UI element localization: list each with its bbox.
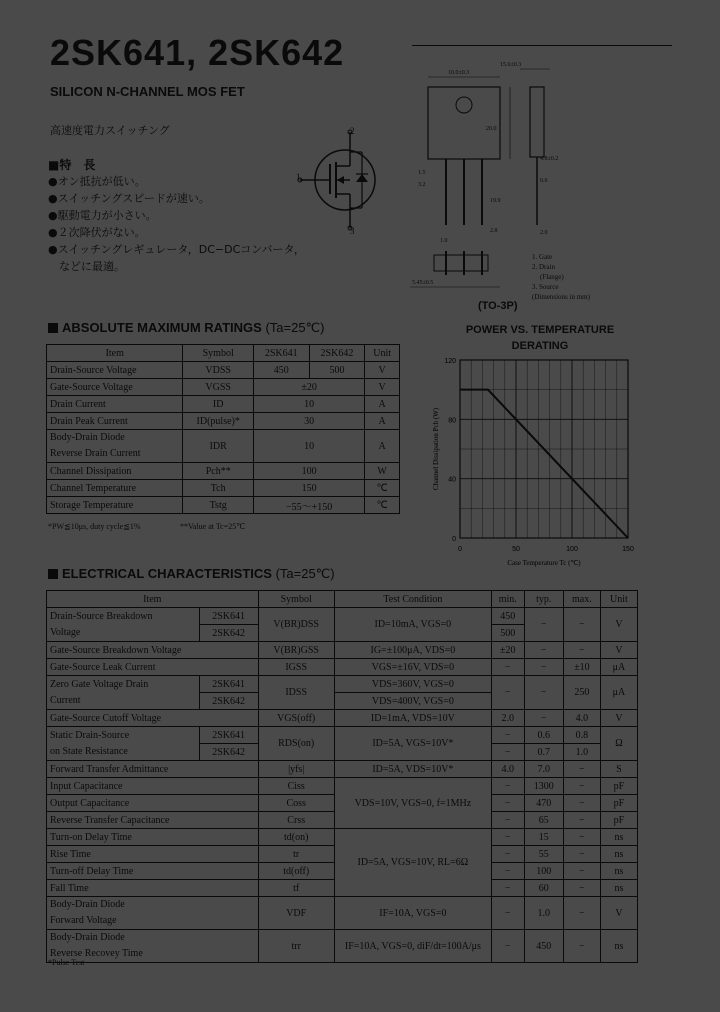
feature-item: ●オン抵抗が低い。 xyxy=(48,175,146,188)
table-header-row xyxy=(47,591,638,608)
min-cell: − xyxy=(491,744,524,761)
application-jp: 高速度電力スイッチング xyxy=(50,124,170,137)
min-cell: − xyxy=(491,897,524,930)
condition-cell: ID=5A, VDS=10V* xyxy=(334,761,491,778)
typ-cell: 450 xyxy=(524,930,563,963)
table-row xyxy=(47,396,400,413)
header-cell: max. xyxy=(563,591,600,608)
max-cell: − xyxy=(563,897,600,930)
min-cell: − xyxy=(491,727,524,744)
item-cell: Static Drain-Source on State Resistance xyxy=(47,727,200,761)
item-cell: Channel Dissipation xyxy=(47,463,183,480)
max-cell: − xyxy=(563,642,600,659)
symbol-cell: IDR xyxy=(183,430,253,463)
table-row xyxy=(47,659,638,676)
x-axis-label: Case Temperature Tc (℃) xyxy=(507,559,581,567)
item-cell: Storage Temperature xyxy=(47,497,183,514)
item-cell: Body-Drain Diode Forward Voltage xyxy=(47,897,259,930)
unit-cell: ns xyxy=(600,846,637,863)
unit-cell: V xyxy=(365,362,400,379)
item-cell: Fall Time xyxy=(47,880,259,897)
typ-cell: − xyxy=(524,710,563,727)
table-row xyxy=(47,608,638,625)
value-cell: 500 xyxy=(309,362,365,379)
pin-label: 2 xyxy=(350,126,355,136)
min-cell: − xyxy=(491,863,524,880)
feature-item: ●駆動電力が小さい。 xyxy=(48,209,157,222)
x-tick-label: 0 xyxy=(458,546,462,553)
y-tick-label: 80 xyxy=(448,417,456,425)
unit-cell: ns xyxy=(600,880,637,897)
part-cell: 2SK641 xyxy=(199,608,258,625)
symbol-cell: td(on) xyxy=(258,829,334,846)
table-row xyxy=(47,497,400,514)
table-row xyxy=(47,642,638,659)
max-cell: − xyxy=(563,846,600,863)
min-cell: 4.0 xyxy=(491,761,524,778)
max-cell: 4.0 xyxy=(563,710,600,727)
table-row xyxy=(47,727,638,744)
max-cell: − xyxy=(563,761,600,778)
x-tick-label: 150 xyxy=(622,546,634,553)
table-row xyxy=(47,480,400,497)
max-cell: − xyxy=(563,863,600,880)
part-cell: 2SK642 xyxy=(199,625,258,642)
symbol-cell: ID(pulse)* xyxy=(183,413,253,430)
unit-cell: V xyxy=(600,897,637,930)
condition-cell: IF=10A, VGS=0 xyxy=(334,897,491,930)
unit-cell: A xyxy=(365,430,400,463)
legend-item: 1. Gate xyxy=(532,253,553,261)
min-cell: − xyxy=(491,846,524,863)
max-cell: − xyxy=(563,778,600,795)
symbol-cell: VGS(off) xyxy=(258,710,334,727)
typ-cell: 7.0 xyxy=(524,761,563,778)
min-cell: − xyxy=(491,778,524,795)
part-cell: 2SK641 xyxy=(199,676,258,693)
pin-label: 1 xyxy=(296,172,301,182)
typ-cell: 60 xyxy=(524,880,563,897)
derating-line xyxy=(460,390,628,538)
table-row xyxy=(47,897,638,930)
condition-cell: VGS=±16V, VDS=0 xyxy=(334,659,491,676)
min-cell: − xyxy=(491,880,524,897)
dim-label: 1.0 xyxy=(440,238,448,244)
min-cell: − xyxy=(491,930,524,963)
dim-label: 3.2 xyxy=(418,182,426,188)
value-cell: ±20 xyxy=(253,379,364,396)
legend-item: (Dimensions in mm) xyxy=(532,293,590,301)
legend-item: 2. Drain xyxy=(532,263,555,271)
condition-cell: VDS=360V, VGS=0 xyxy=(334,676,491,693)
legend-item: (Flange) xyxy=(540,273,564,281)
value-cell: 150 xyxy=(253,480,364,497)
symbol-cell: Crss xyxy=(258,812,334,829)
item-cell: Gate-Source Leak Current xyxy=(47,659,259,676)
header-cell: Unit xyxy=(600,591,637,608)
item-cell: Body-Drain Diode Reverse Drain Current xyxy=(47,430,183,463)
symbol-cell: V(BR)DSS xyxy=(258,608,334,642)
derating-chart xyxy=(420,352,650,574)
condition-cell: VDS=400V, VGS=0 xyxy=(334,693,491,710)
table-row xyxy=(47,362,400,379)
y-tick-label: 40 xyxy=(448,476,456,484)
dim-label: 10.0±0.3 xyxy=(448,70,470,76)
symbol-cell: Ciss xyxy=(258,778,334,795)
unit-cell: A xyxy=(365,396,400,413)
table-header-row xyxy=(47,345,400,362)
symbol-cell: IGSS xyxy=(258,659,334,676)
value-cell: 450 xyxy=(253,362,309,379)
symbol-cell: Tstg xyxy=(183,497,253,514)
value-cell: −55～+150 xyxy=(253,497,364,514)
item-cell: Turn-on Delay Time xyxy=(47,829,259,846)
condition-cell: IF=10A, VGS=0, diF/dt=100A/μs xyxy=(334,930,491,963)
header-cell: typ. xyxy=(524,591,563,608)
typ-cell: − xyxy=(524,608,563,642)
mosfet-symbol-icon xyxy=(290,122,380,237)
y-tick-label: 120 xyxy=(444,358,456,365)
unit-cell: ns xyxy=(600,829,637,846)
typ-cell: 470 xyxy=(524,795,563,812)
max-cell: 0.8 xyxy=(563,727,600,744)
typ-cell: 0.6 xyxy=(524,727,563,744)
x-tick-label: 100 xyxy=(566,546,578,553)
max-cell: 250 xyxy=(563,676,600,710)
min-cell: 500 xyxy=(491,625,524,642)
symbol-cell: IDSS xyxy=(258,676,334,710)
pin-label: 3 xyxy=(350,226,355,236)
unit-cell: W xyxy=(365,463,400,480)
item-cell: Drain-Source Breakdown Voltage xyxy=(47,608,200,642)
value-cell: 30 xyxy=(253,413,364,430)
item-cell: Forward Transfer Admittance xyxy=(47,761,259,778)
min-cell: − xyxy=(491,795,524,812)
item-cell: Channel Temperature xyxy=(47,480,183,497)
condition-cell: ID=10mA, VGS=0 xyxy=(334,608,491,642)
table-row xyxy=(47,829,638,846)
dim-label: 15.6±0.3 xyxy=(500,62,522,68)
feature-item: ●２次降伏がない。 xyxy=(48,226,146,239)
condition-cell: ID=5A, VGS=10V, RL=6Ω xyxy=(334,829,491,897)
min-cell: − xyxy=(491,676,524,710)
typ-cell: 1.0 xyxy=(524,897,563,930)
subtitle: SILICON N-CHANNEL MOS FET xyxy=(50,84,245,99)
table-row xyxy=(47,761,638,778)
min-cell: 2.0 xyxy=(491,710,524,727)
table-row xyxy=(47,930,638,963)
unit-cell: pF xyxy=(600,795,637,812)
dim-label: 1.5 xyxy=(418,170,426,176)
header-cell: Symbol xyxy=(258,591,334,608)
abs-note: *PW≦10μs, duty cycle≦1% xyxy=(48,522,141,531)
feature-item: などに最適。 xyxy=(48,260,125,273)
unit-cell: pF xyxy=(600,812,637,829)
typ-cell: − xyxy=(524,659,563,676)
typ-cell: 1300 xyxy=(524,778,563,795)
unit-cell: μA xyxy=(600,659,637,676)
item-cell: Body-Drain Diode Reverse Recovey Time xyxy=(47,930,259,963)
symbol-cell: VGSS xyxy=(183,379,253,396)
symbol-cell: Tch xyxy=(183,480,253,497)
symbol-cell: VDF xyxy=(258,897,334,930)
unit-cell: μA xyxy=(600,676,637,710)
feature-item: ●スイッチングスピードが速い。 xyxy=(48,192,210,205)
elec-heading: ELECTRICAL CHARACTERISTICS (Ta=25℃) xyxy=(48,566,335,582)
symbol-cell: VDSS xyxy=(183,362,253,379)
symbol-cell: Pch** xyxy=(183,463,253,480)
unit-cell: V xyxy=(365,379,400,396)
unit-cell: ℃ xyxy=(365,480,400,497)
header-cell: Item xyxy=(47,345,183,362)
symbol-cell: |yfs| xyxy=(258,761,334,778)
header-cell: min. xyxy=(491,591,524,608)
part-cell: 2SK642 xyxy=(199,693,258,710)
max-cell: 1.0 xyxy=(563,744,600,761)
unit-cell: S xyxy=(600,761,637,778)
header-cell: Test Condition xyxy=(334,591,491,608)
min-cell: − xyxy=(491,812,524,829)
symbol-cell: td(off) xyxy=(258,863,334,880)
unit-cell: Ω xyxy=(600,727,637,761)
typ-cell: 15 xyxy=(524,829,563,846)
symbol-cell: trr xyxy=(258,930,334,963)
table-row xyxy=(47,463,400,480)
header-cell: 2SK642 xyxy=(309,345,365,362)
typ-cell: − xyxy=(524,642,563,659)
table-row xyxy=(47,379,400,396)
unit-cell: V xyxy=(600,608,637,642)
legend-item: 3. Source xyxy=(532,283,559,291)
max-cell: − xyxy=(563,812,600,829)
dim-label: 4.8±0.2 xyxy=(540,156,559,162)
feature-item: ●スイッチングレギュレータ，DC−DCコンバータ， xyxy=(48,243,305,256)
x-tick-label: 50 xyxy=(512,546,520,553)
item-cell: Reverse Transfer Capacitance xyxy=(47,812,259,829)
max-cell: − xyxy=(563,930,600,963)
value-cell: 100 xyxy=(253,463,364,480)
features-heading: ■特 長 xyxy=(48,158,96,172)
min-cell: ±20 xyxy=(491,642,524,659)
table-row xyxy=(47,778,638,795)
dim-label: 20.0 xyxy=(486,126,497,132)
max-cell: − xyxy=(563,880,600,897)
title-rule xyxy=(412,45,672,46)
unit-cell: ℃ xyxy=(365,497,400,514)
unit-cell: A xyxy=(365,413,400,430)
item-cell: Drain Current xyxy=(47,396,183,413)
table-row xyxy=(47,413,400,430)
typ-cell: 65 xyxy=(524,812,563,829)
dim-label: 5.45±0.5 xyxy=(412,280,434,286)
symbol-cell: Coss xyxy=(258,795,334,812)
max-cell: − xyxy=(563,795,600,812)
dim-label: 2.8 xyxy=(490,228,498,234)
min-cell: − xyxy=(491,659,524,676)
package-legend xyxy=(532,252,590,302)
package-name: (TO-3P) xyxy=(478,300,518,312)
max-cell: − xyxy=(563,608,600,642)
item-cell: Zero Gate Voltage Drain Current xyxy=(47,676,200,710)
abs-note: **Value at Tc=25℃ xyxy=(180,522,246,531)
item-cell: Gate-Source Breakdown Voltage xyxy=(47,642,259,659)
table-row xyxy=(47,676,638,693)
unit-cell: ns xyxy=(600,930,637,963)
page-title: 2SK641, 2SK642 xyxy=(50,32,345,73)
typ-cell: 100 xyxy=(524,863,563,880)
header-cell: 2SK641 xyxy=(253,345,309,362)
y-axis-label: Channel Dissipation Pch (W) xyxy=(432,407,440,491)
item-cell: Drain-Source Voltage xyxy=(47,362,183,379)
dim-label: 19.9 xyxy=(490,198,501,204)
condition-cell: ID=5A, VGS=10V* xyxy=(334,727,491,761)
item-cell: Output Capacitance xyxy=(47,795,259,812)
item-cell: Input Capacitance xyxy=(47,778,259,795)
value-cell: 10 xyxy=(253,396,364,413)
typ-cell: − xyxy=(524,676,563,710)
unit-cell: pF xyxy=(600,778,637,795)
symbol-cell: tr xyxy=(258,846,334,863)
typ-cell: 55 xyxy=(524,846,563,863)
header-cell: Item xyxy=(47,591,259,608)
abs-max-table xyxy=(46,344,400,514)
symbol-cell: RDS(on) xyxy=(258,727,334,761)
unit-cell: ns xyxy=(600,863,637,880)
condition-cell: IG=±100μA, VDS=0 xyxy=(334,642,491,659)
min-cell: − xyxy=(491,829,524,846)
value-cell: 10 xyxy=(253,430,364,463)
header-cell: Symbol xyxy=(183,345,253,362)
symbol-cell: ID xyxy=(183,396,253,413)
table-row xyxy=(47,710,638,727)
header-cell: Unit xyxy=(365,345,400,362)
dim-label: 0.6 xyxy=(540,178,548,184)
unit-cell: V xyxy=(600,710,637,727)
y-tick-label: 0 xyxy=(452,536,456,543)
features-block xyxy=(48,156,305,275)
item-cell: Gate-Source Voltage xyxy=(47,379,183,396)
pulse-test-note: *Pulse Test xyxy=(48,958,85,967)
min-cell: 450 xyxy=(491,608,524,625)
part-cell: 2SK641 xyxy=(199,727,258,744)
symbol-cell: V(BR)GSS xyxy=(258,642,334,659)
symbol-cell: tf xyxy=(258,880,334,897)
abs-max-heading: ABSOLUTE MAXIMUM RATINGS (Ta=25℃) xyxy=(48,320,324,336)
part-cell: 2SK642 xyxy=(199,744,258,761)
max-cell: − xyxy=(563,829,600,846)
item-cell: Turn-off Delay Time xyxy=(47,863,259,880)
condition-cell: ID=1mA, VDS=10V xyxy=(334,710,491,727)
item-cell: Gate-Source Cutoff Voltage xyxy=(47,710,259,727)
item-cell: Drain Peak Current xyxy=(47,413,183,430)
typ-cell: 0.7 xyxy=(524,744,563,761)
table-row xyxy=(47,430,400,463)
elec-table xyxy=(46,590,638,963)
unit-cell: V xyxy=(600,642,637,659)
chart-title: POWER VS. TEMPERATURE DERATING xyxy=(465,324,615,352)
condition-cell: VDS=10V, VGS=0, f=1MHz xyxy=(334,778,491,829)
item-cell: Rise Time xyxy=(47,846,259,863)
max-cell: ±10 xyxy=(563,659,600,676)
dim-label: 2.0 xyxy=(540,230,548,236)
